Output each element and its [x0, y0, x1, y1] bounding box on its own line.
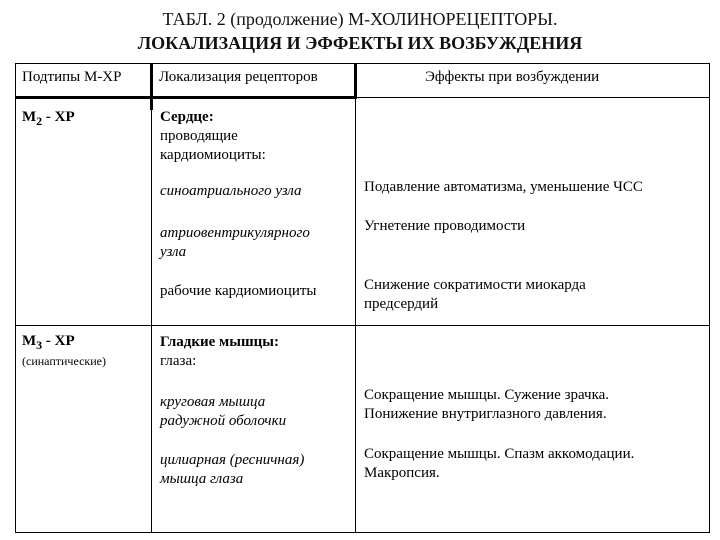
m3-row2-effect-line2: Макропсия. — [364, 465, 440, 481]
table-title-line2: ЛОКАЛИЗАЦИЯ И ЭФФЕКТЫ ИХ ВОЗБУЖДЕНИЯ — [137, 33, 583, 53]
m3-row1-effect-line2: Понижение внутриглазного давления. — [364, 406, 607, 422]
m2-heart-title: Сердце: — [160, 109, 214, 125]
m3-smooth-title: Гладкие мышцы: — [160, 334, 279, 350]
m3-row1-effect-line1: Сокращение мышцы. Сужение зрачка. — [364, 387, 610, 403]
m2-subtype-main: М — [22, 109, 37, 125]
m2-heart-line1: проводящие — [160, 128, 238, 144]
section-divider — [15, 325, 710, 326]
m2-row3-localization: рабочие кардиомиоциты — [160, 283, 317, 299]
m2-row2-effect: Угнетение проводимости — [364, 218, 526, 234]
m3-row2-localization-line1: цилиарная (ресничная) — [160, 452, 305, 468]
m2-row3-effect-line2: предсердий — [364, 296, 439, 312]
m3-subtype-sub: 3 — [36, 338, 43, 352]
m2-row3-effect-line1: Снижение сократимости миокарда — [364, 277, 586, 293]
m2-subtype-sub: 2 — [36, 114, 43, 128]
m2-heart-line2: кардиомиоциты: — [160, 147, 266, 163]
m3-smooth-line: глаза: — [160, 353, 197, 369]
header-localization: Локализация рецепторов — [159, 69, 318, 85]
header-subtype: Подтипы М-ХР — [22, 69, 122, 85]
header-divider-right — [355, 97, 710, 98]
m2-row2-localization-line1: атриовентрикулярного — [160, 225, 310, 241]
header-divider — [15, 96, 355, 99]
m2-row1-localization: синоатриального узла — [160, 183, 302, 199]
column-divider-1b — [151, 110, 152, 533]
m3-row1-localization-line1: круговая мышца — [160, 394, 266, 410]
m2-row1-effect: Подавление автоматизма, уменьшение ЧСС — [364, 179, 643, 195]
m3-subtype-main: М — [22, 333, 37, 349]
column-divider-1 — [150, 63, 153, 110]
m2-subtype — [22, 108, 75, 130]
table-title-line1: ТАБЛ. 2 (продолжение) М-ХОЛИНОРЕЦЕПТОРЫ. — [162, 9, 558, 29]
column-divider-2b — [355, 99, 356, 533]
m3-row2-effect-line1: Сокращение мышцы. Спазм аккомодации. — [364, 446, 635, 462]
m2-subtype-suffix: - ХР — [42, 109, 75, 125]
m3-row2-localization-line2: мышца глаза — [160, 471, 244, 487]
m3-subtype — [22, 332, 75, 354]
column-divider-2 — [354, 63, 357, 99]
m3-subtype-suffix: - ХР — [42, 333, 75, 349]
m3-row1-localization-line2: радужной оболочки — [160, 413, 287, 429]
m2-row2-localization-line2: узла — [160, 244, 187, 260]
m3-subtype-note: (синаптические) — [22, 354, 106, 368]
header-effects: Эффекты при возбуждении — [425, 69, 600, 85]
